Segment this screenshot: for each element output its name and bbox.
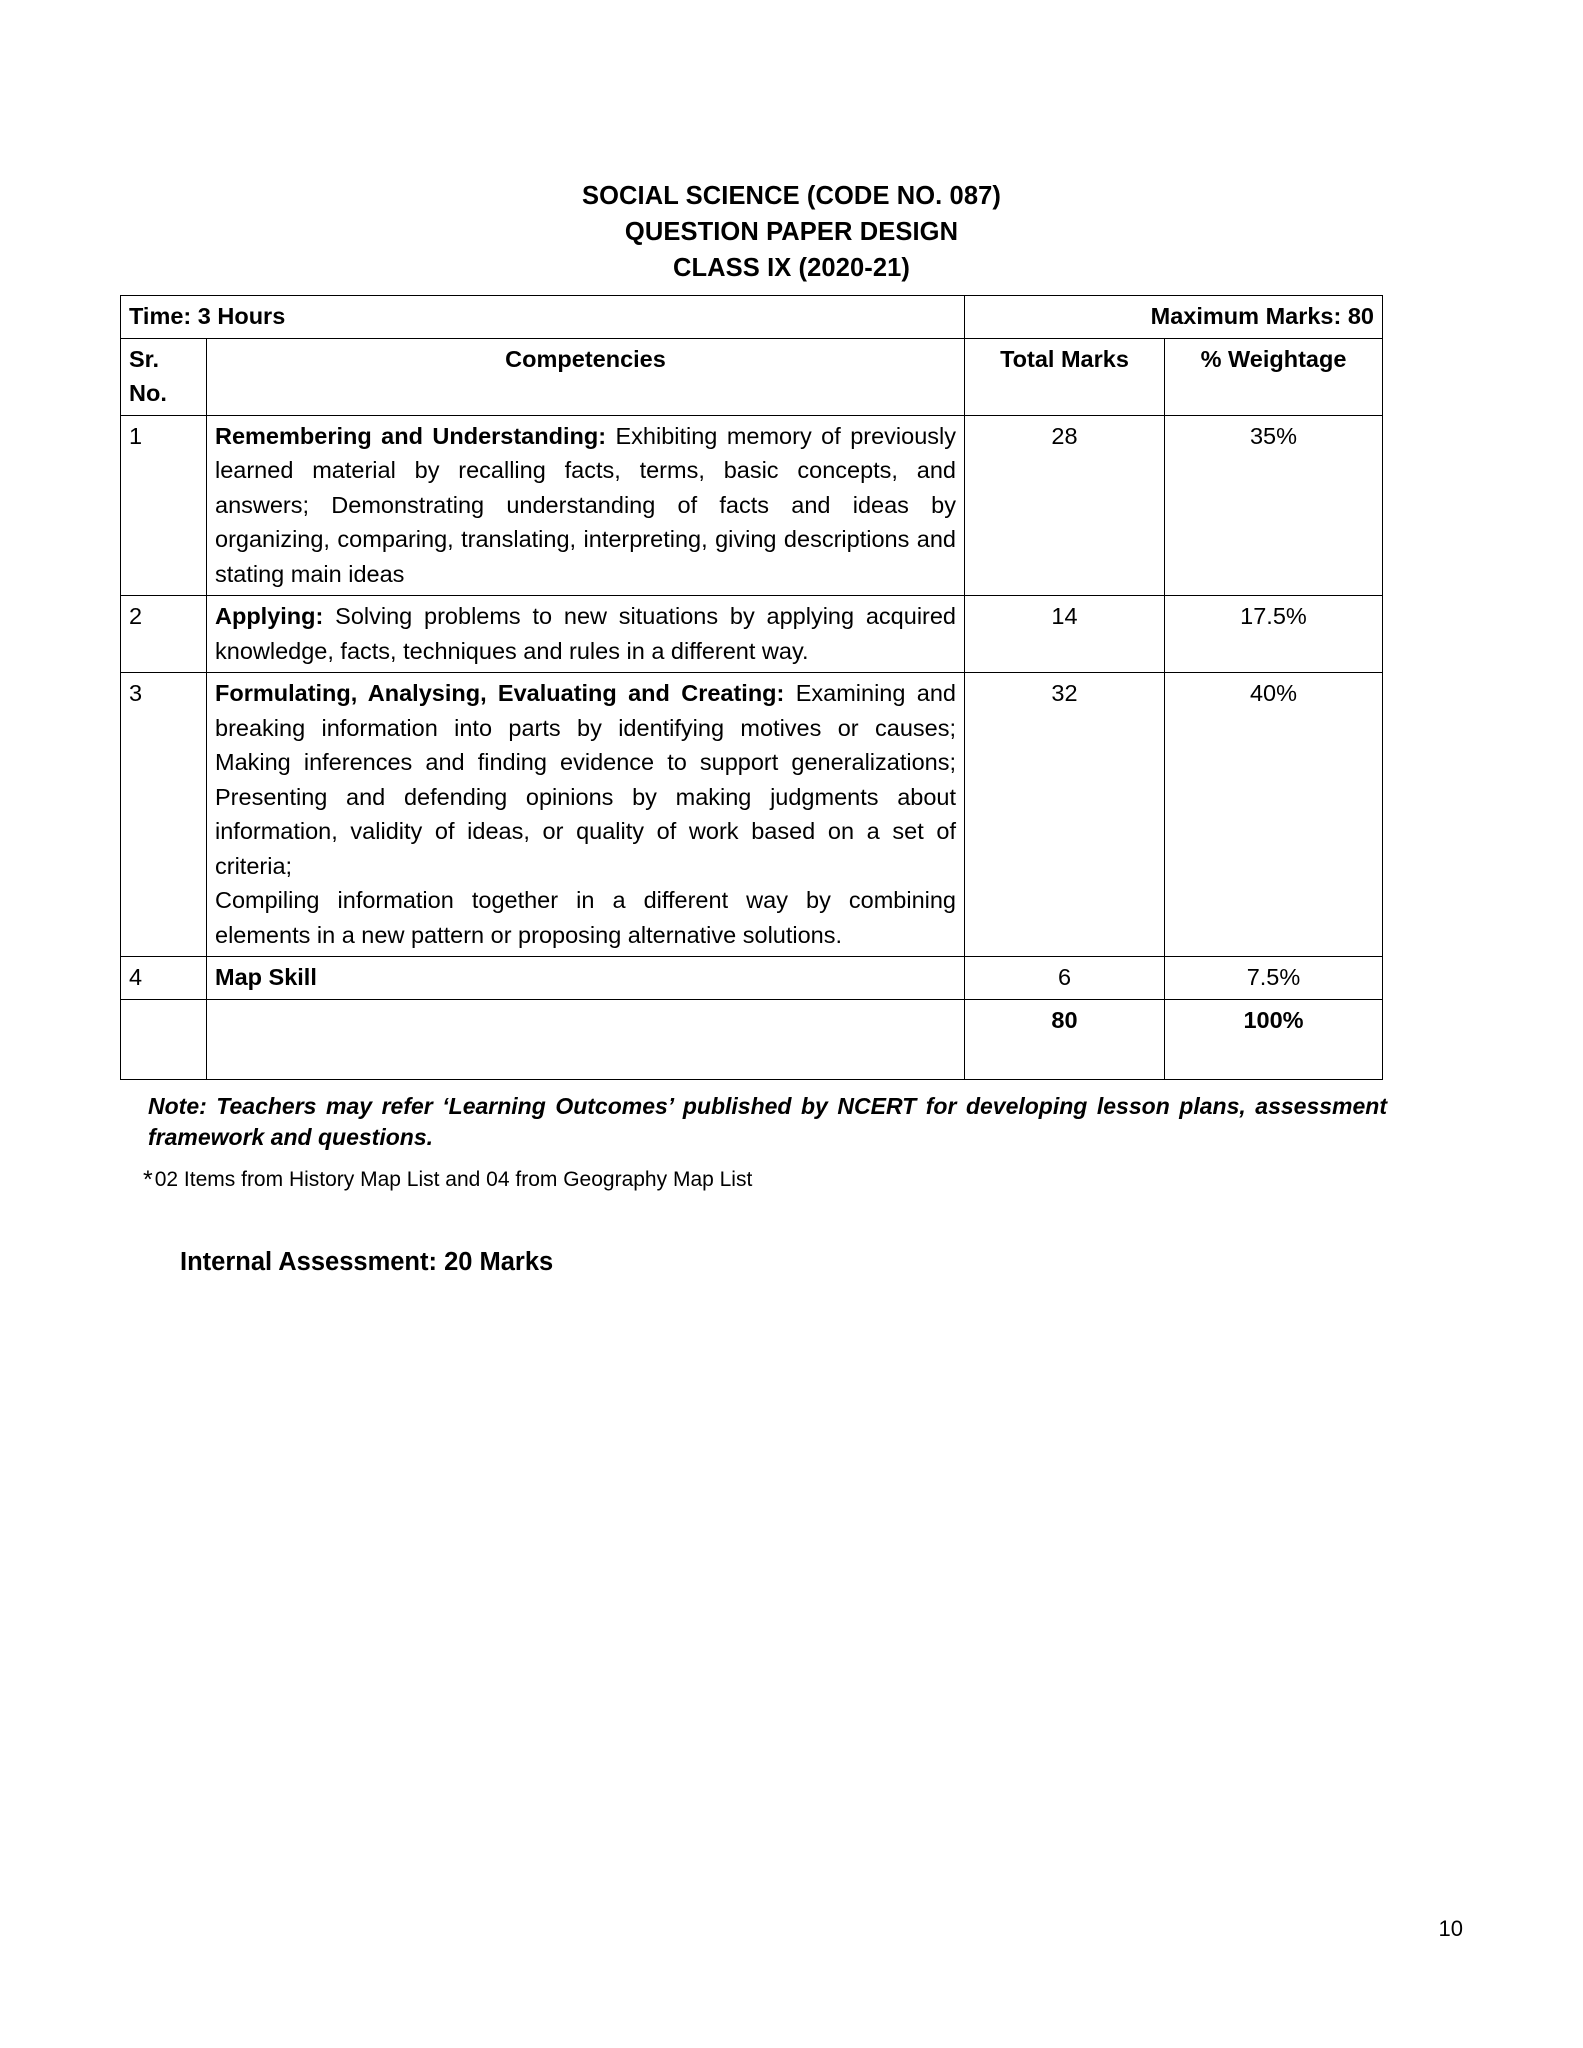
table-row xyxy=(121,596,1383,673)
total-row-weightage: 100% xyxy=(1165,999,1383,1079)
row-total-marks: 28 xyxy=(965,415,1165,596)
header-competencies: Competencies xyxy=(207,338,965,415)
table-row xyxy=(121,673,1383,957)
row-weightage: 40% xyxy=(1165,673,1383,957)
row-competency xyxy=(207,415,965,596)
title-line-subject: SOCIAL SCIENCE (CODE NO. 087) xyxy=(581,182,1001,210)
internal-assessment-text: Internal Assessment: 20 Marks xyxy=(180,1247,554,1276)
competency-title: Applying: xyxy=(215,603,324,629)
row-total-marks: 14 xyxy=(965,596,1165,673)
table-total-row xyxy=(121,999,1383,1079)
table-header-row xyxy=(121,338,1383,415)
row-competency xyxy=(207,673,965,957)
header-weightage: % Weightage xyxy=(1165,338,1383,415)
footnote-text: 02 Items from History Map List and 04 from Geography Map List xyxy=(154,1167,753,1191)
asterisk-icon: * xyxy=(143,1165,153,1194)
competency-title: Map Skill xyxy=(215,964,317,990)
competency-text: Examining and breaking information into parts by identifying motives or causes; Making inferences and finding evidence to support generalizations; Presenting and defending opinions by making judgments about information, validity of ideas, or quality of work based on a set of criteria; xyxy=(215,680,956,879)
page-title xyxy=(0,178,1583,286)
table-row xyxy=(121,957,1383,1000)
competency-title: Formulating, Analysing, Evaluating and Creating: xyxy=(215,680,785,706)
question-paper-design-table xyxy=(120,295,1383,1080)
row-competency xyxy=(207,957,965,1000)
header-sr-no: Sr. No. xyxy=(121,338,207,415)
table-row xyxy=(121,415,1383,596)
row-weightage: 35% xyxy=(1165,415,1383,596)
row-total-marks: 32 xyxy=(965,673,1165,957)
competency-text: Solving problems to new situations by applying acquired knowledge, facts, techniques and rules in a different way. xyxy=(215,603,957,664)
total-row-sr-no xyxy=(121,999,207,1079)
competency-text: Exhibiting memory of previously learned material by recalling facts, terms, basic concepts, and answers; Demonstrating understanding of facts and ideas by organizing, comparing, translating, interpreting, giving descriptions and stating main ideas xyxy=(215,422,956,587)
title-line-class: CLASS IX (2020-21) xyxy=(672,254,911,282)
row-total-marks: 6 xyxy=(965,957,1165,1000)
page-number: 10 xyxy=(1438,1916,1463,1941)
total-row-total-marks: 80 xyxy=(965,999,1165,1079)
question-paper-design-table-wrapper xyxy=(120,295,1382,1080)
title-line-paper-design: QUESTION PAPER DESIGN xyxy=(624,218,959,246)
row-weightage: 17.5% xyxy=(1165,596,1383,673)
total-row-label xyxy=(207,999,965,1079)
competency-title: Remembering and Understanding: xyxy=(215,422,607,449)
row-sr-no: 1 xyxy=(121,415,207,596)
row-competency xyxy=(207,596,965,673)
exam-time: Time: 3 Hours xyxy=(121,296,965,339)
exam-info-row xyxy=(121,296,1383,339)
note-text: Note: Teachers may refer ‘Learning Outcomes’ published by NCERT for developing lesson plans, assessment framework and questions. xyxy=(148,1092,1387,1150)
row-sr-no: 4 xyxy=(121,957,207,1000)
row-sr-no: 2 xyxy=(121,596,207,673)
footnote xyxy=(143,1166,1583,1194)
row-sr-no: 3 xyxy=(121,673,207,957)
exam-maximum-marks: Maximum Marks: 80 xyxy=(965,296,1383,339)
header-total-marks: Total Marks xyxy=(965,338,1165,415)
competency-text-second-paragraph: Compiling information together in a different way by combining elements in a new pattern or proposing alternative solutions. xyxy=(215,887,956,948)
row-weightage: 7.5% xyxy=(1165,957,1383,1000)
